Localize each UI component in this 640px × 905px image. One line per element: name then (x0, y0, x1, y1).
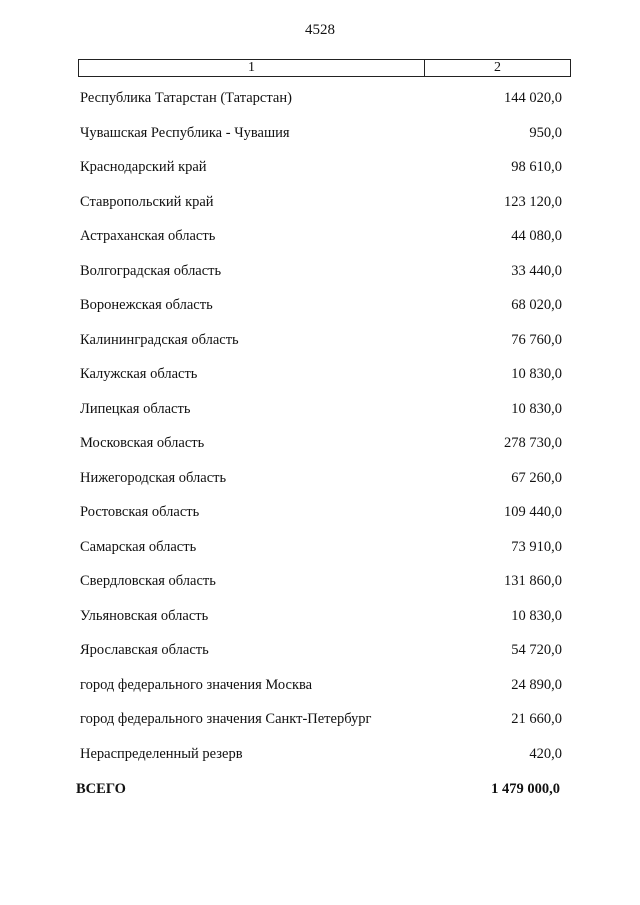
total-label: ВСЕГО (76, 781, 126, 797)
region-value: 950,0 (529, 124, 562, 141)
table-row (0, 90, 640, 125)
table-row (0, 711, 640, 746)
column-header-1: 1 (79, 60, 425, 76)
table-row (0, 332, 640, 367)
region-name: Воронежская область (80, 297, 213, 313)
region-value: 33 440,0 (511, 262, 562, 279)
table-header (78, 59, 571, 77)
region-name: город федерального значения Москва (80, 676, 313, 693)
page-number: 4528 (305, 22, 335, 38)
region-name: Ульяновская область (80, 607, 209, 624)
table-row (0, 642, 640, 677)
region-name: Ставропольский край (80, 193, 214, 210)
region-value: 68 020,0 (511, 297, 562, 313)
region-value: 54 720,0 (511, 642, 562, 658)
region-name: Самарская область (80, 538, 197, 555)
region-name: Калужская область (80, 366, 198, 382)
table-row (0, 401, 640, 436)
table-row (0, 677, 640, 712)
region-name: Волгоградская область (80, 262, 222, 279)
region-value: 144 020,0 (504, 90, 562, 106)
region-value: 67 260,0 (511, 469, 562, 486)
region-name: Нижегородская область (80, 469, 227, 486)
region-name: Краснодарский край (80, 159, 207, 175)
region-name: Калининградская область (80, 331, 239, 348)
region-name: Нераспределенный резерв (80, 745, 243, 762)
region-value: 24 890,0 (511, 676, 562, 693)
table-row (0, 573, 640, 608)
region-name: Свердловская область (80, 573, 216, 589)
total-value: 1 479 000,0 (491, 781, 560, 797)
region-value: 10 830,0 (511, 607, 562, 624)
table-row (0, 159, 640, 194)
region-name: Липецкая область (80, 400, 191, 417)
region-value: 420,0 (529, 745, 562, 762)
region-value: 44 080,0 (511, 228, 562, 244)
region-value: 76 760,0 (511, 331, 562, 348)
table-row (0, 194, 640, 229)
table-body (0, 90, 640, 780)
region-value: 10 830,0 (511, 400, 562, 417)
table-row (0, 608, 640, 643)
table-row (0, 263, 640, 298)
region-name: Республика Татарстан (Татарстан) (80, 90, 292, 106)
region-value: 131 860,0 (504, 573, 562, 589)
region-name: Ярославская область (80, 642, 209, 658)
column-header-2: 2 (494, 60, 501, 75)
region-name: Московская область (80, 435, 205, 451)
table-row (0, 504, 640, 539)
table-row (0, 125, 640, 160)
region-name: Астраханская область (80, 228, 216, 244)
region-value: 73 910,0 (511, 538, 562, 555)
region-name: Ростовская область (80, 504, 200, 520)
region-name: город федерального значения Санкт-Петербург (80, 711, 372, 727)
table-row (0, 435, 640, 470)
table-row (0, 366, 640, 401)
table-row (0, 746, 640, 781)
region-value: 123 120,0 (504, 193, 562, 210)
region-name: Чувашская Республика - Чувашия (80, 124, 290, 141)
region-value: 21 660,0 (511, 711, 562, 727)
region-value: 278 730,0 (504, 435, 562, 451)
region-value: 10 830,0 (511, 366, 562, 382)
table-row (0, 228, 640, 263)
table-row (0, 297, 640, 332)
region-value: 98 610,0 (511, 159, 562, 175)
table-row (0, 539, 640, 574)
table-row (0, 470, 640, 505)
region-value: 109 440,0 (504, 504, 562, 520)
